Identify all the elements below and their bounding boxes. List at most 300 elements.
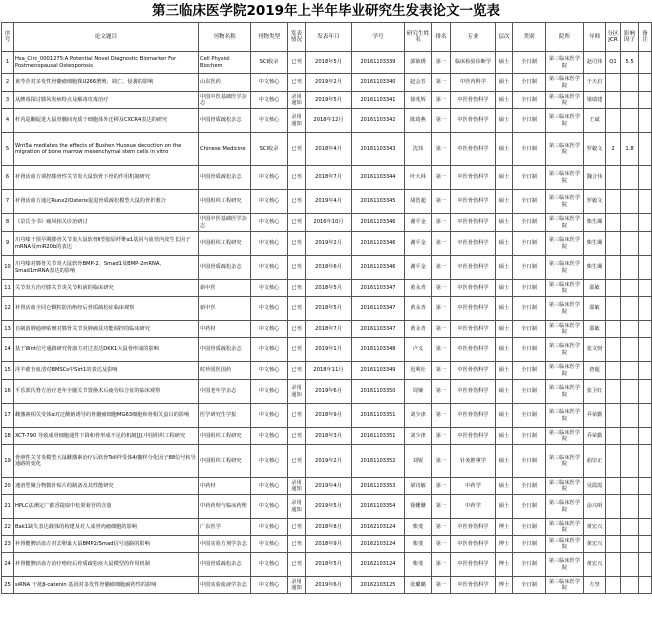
table-cell: 2018年9月: [306, 536, 352, 553]
table-cell: 叶大林: [405, 166, 432, 190]
table-cell: [639, 577, 652, 594]
table-row: [2, 338, 652, 362]
table-cell: 第三临床医学院: [546, 478, 584, 495]
table-row: [2, 133, 652, 166]
table-cell: 杆芮巡酮促进大鼠骨髓间充质干细胞体外迁移及CXCR4表达的研究: [14, 109, 199, 133]
table-cell: 硕士: [496, 445, 513, 478]
table-cell: 6: [2, 166, 14, 190]
table-cell: 第一: [432, 109, 451, 133]
column-header: 类别: [513, 23, 546, 52]
table-cell: 20162103125: [352, 577, 405, 594]
table-cell: 中国组织工程研究: [199, 428, 251, 445]
table-cell: 2018年4月: [306, 133, 352, 166]
table-cell: [606, 404, 621, 428]
table-cell: 20161103351: [352, 428, 405, 445]
table-cell: 柴斐: [405, 536, 432, 553]
table-cell: 广东医学: [199, 519, 251, 536]
header-row: [2, 23, 652, 52]
table-cell: 第三临床医学院: [546, 92, 584, 109]
table-cell: 中医骨伤科学: [451, 362, 496, 380]
table-cell: 中文核心: [251, 109, 288, 133]
table-cell: 硕士: [496, 214, 513, 232]
table-cell: 硕士: [496, 256, 513, 280]
table-cell: 第三临床医学院: [546, 166, 584, 190]
table-cell: [621, 190, 639, 214]
table-cell: 中医骨伤科学: [451, 280, 496, 297]
table-cell: [621, 519, 639, 536]
table-cell: 已刊: [288, 190, 306, 214]
table-cell: 徐姗姗: [405, 495, 432, 519]
table-cell: 2019年6月: [306, 380, 352, 404]
table-cell: 2018年9月: [306, 404, 352, 428]
table-cell: 中医骨伤科学: [451, 297, 496, 321]
table-cell: 中国骨质疏松杂志: [199, 553, 251, 577]
table-cell: 补肾健脾活血方对去卵巢大鼠BMP2/Smad信号通路的影响: [14, 536, 199, 553]
table-cell: 卢义: [405, 338, 432, 362]
table-cell: 平乐郭氏脊方治疗老年全髋关节置换术后疲劳综合征的临床观察: [14, 380, 199, 404]
table-cell: 全日制: [513, 478, 546, 495]
table-cell: 刘少津: [405, 404, 432, 428]
table-cell: 唐超: [584, 362, 606, 380]
table-cell: 中国骨质疏松杂志: [199, 166, 251, 190]
table-cell: [606, 445, 621, 478]
table-cell: 中文核心: [251, 445, 288, 478]
table-cell: 张文财: [584, 338, 606, 362]
table-cell: [621, 577, 639, 594]
table-cell: 邵敏: [584, 297, 606, 321]
table-cell: [639, 519, 652, 536]
table-cell: HPLC法测定广藿香提取中松果菊苷的含量: [14, 495, 199, 519]
table-cell: 中国实验血液学杂志: [199, 577, 251, 594]
table-cell: Q1: [606, 52, 621, 74]
table-cell: 淫羊藿苷血清对BMSCs中Sirt1的表达及影响: [14, 362, 199, 380]
table-cell: 2016年10月: [306, 214, 352, 232]
table-cell: 中药学: [451, 495, 496, 519]
table-cell: 2018年5月: [306, 52, 352, 74]
table-cell: 第三临床医学院: [546, 495, 584, 519]
table-row: [2, 190, 652, 214]
table-cell: 徐兆辉: [405, 92, 432, 109]
column-header: 序号: [2, 23, 14, 52]
table-cell: 硕士: [496, 380, 513, 404]
table-cell: 中国组织工程研究: [199, 190, 251, 214]
table-cell: 硕士: [496, 321, 513, 338]
table-cell: 全日制: [513, 519, 546, 536]
table-cell: 第三临床医学院: [546, 321, 584, 338]
table-cell: 中医骨伤科学: [451, 256, 496, 280]
table-cell: 硕士: [496, 338, 513, 362]
table-cell: 从脾毒探讨膝风发病特点及解毒攻毒治疗: [14, 92, 199, 109]
table-cell: 2019年2月: [306, 232, 352, 256]
table-cell: 硕士: [496, 495, 513, 519]
table-cell: 全日制: [513, 536, 546, 553]
table-cell: [639, 109, 652, 133]
table-cell: 录用通知: [288, 109, 306, 133]
table-row: [2, 495, 652, 519]
table-cell: 中文核心: [251, 190, 288, 214]
table-cell: 黄永青: [405, 297, 432, 321]
table-cell: 中文核心: [251, 321, 288, 338]
table-cell: 2018年8月: [306, 519, 352, 536]
table-cell: 中文核心: [251, 519, 288, 536]
table-cell: [621, 495, 639, 519]
table-cell: 录用通知: [288, 92, 306, 109]
table-cell: 20161103348: [352, 338, 405, 362]
table-cell: [639, 256, 652, 280]
table-cell: 20161103341: [352, 92, 405, 109]
table-cell: 硕士: [496, 362, 513, 380]
table-cell: [621, 478, 639, 495]
table-cell: 2018年5月: [306, 553, 352, 577]
table-cell: 中文核心: [251, 232, 288, 256]
table-cell: 第一: [432, 338, 451, 362]
table-cell: 2019年2月: [306, 445, 352, 478]
column-header: 分区JCR: [606, 23, 621, 52]
table-cell: 20161103350: [352, 380, 405, 404]
table-cell: 15: [2, 362, 14, 380]
table-cell: 黄永青: [405, 321, 432, 338]
table-cell: [639, 380, 652, 404]
table-cell: 谢平金: [405, 214, 432, 232]
table-cell: 20161103346: [352, 232, 405, 256]
table-cell: 20161103343: [352, 133, 405, 166]
table-cell: 20161103344: [352, 166, 405, 190]
table-cell: 全日制: [513, 404, 546, 428]
table-cell: 中文核心: [251, 74, 288, 92]
table-cell: 已刊: [288, 445, 306, 478]
table-cell: 中国中医基础医学杂志: [199, 214, 251, 232]
table-cell: 柴生颋: [584, 256, 606, 280]
table-cell: 全日制: [513, 133, 546, 166]
table-cell: 2019年2月: [306, 74, 352, 92]
table-cell: 第三临床医学院: [546, 133, 584, 166]
table-cell: [621, 256, 639, 280]
table-cell: 医学研究生学报: [199, 404, 251, 428]
table-row: [2, 232, 652, 256]
table-cell: 第三临床医学院: [546, 190, 584, 214]
table-cell: 博士: [496, 536, 513, 553]
column-header: 院所: [546, 23, 584, 52]
table-cell: 已刊: [288, 166, 306, 190]
table-cell: 20161103349: [352, 362, 405, 380]
table-cell: [606, 428, 621, 445]
table-cell: 全日制: [513, 232, 546, 256]
table-cell: 中文核心: [251, 404, 288, 428]
table-cell: [621, 380, 639, 404]
table-cell: 20161103352: [352, 445, 405, 478]
table-cell: 关节炎方治疗膝关节炎关节积液的临床研究: [14, 280, 199, 297]
table-cell: 21: [2, 495, 14, 519]
table-cell: Chinese Medicine: [199, 133, 251, 166]
column-header: 发表情况: [288, 23, 306, 52]
table-cell: 中医骨伤科学: [451, 428, 496, 445]
table-cell: 第一: [432, 256, 451, 280]
table-cell: 中国实验方剂学杂志: [199, 536, 251, 553]
table-cell: 陈琦燕: [405, 109, 432, 133]
table-cell: 9: [2, 232, 14, 256]
table-row: [2, 519, 652, 536]
column-header: 层次: [496, 23, 513, 52]
table-cell: 5: [2, 133, 14, 166]
table-cell: 第一: [432, 52, 451, 74]
table-row: [2, 256, 652, 280]
table-cell: 第三临床医学院: [546, 74, 584, 92]
table-cell: 1: [2, 52, 14, 74]
table-cell: 20161103353: [352, 478, 405, 495]
column-header: 学号: [352, 23, 405, 52]
table-cell: [639, 190, 652, 214]
table-cell: [606, 280, 621, 297]
table-cell: 2019年4月: [306, 478, 352, 495]
table-cell: 已刊: [288, 232, 306, 256]
table-cell: 第一: [432, 428, 451, 445]
table-cell: 中医骨伤科学: [451, 92, 496, 109]
table-cell: [621, 553, 639, 577]
table-row: [2, 362, 652, 380]
table-cell: 中文核心: [251, 338, 288, 362]
table-cell: [639, 166, 652, 190]
table-cell: 全日制: [513, 52, 546, 74]
table-cell: 罗毅文: [584, 133, 606, 166]
table-cell: 第一: [432, 495, 451, 519]
table-cell: 针灸推拿学: [451, 445, 496, 478]
table-cell: 录用通知: [288, 495, 306, 519]
table-cell: 13: [2, 321, 14, 338]
table-cell: 第三临床医学院: [546, 52, 584, 74]
table-cell: 中药药理与临床药理: [199, 495, 251, 519]
table-cell: 已刊: [288, 74, 306, 92]
table-cell: 中医骨伤科学: [451, 232, 496, 256]
table-cell: 新中医: [199, 280, 251, 297]
table-cell: 20161103347: [352, 321, 405, 338]
table-cell: [621, 445, 639, 478]
table-cell: 全日制: [513, 380, 546, 404]
table-cell: 20161103354: [352, 495, 405, 519]
table-cell: 硕士: [496, 133, 513, 166]
table-cell: 中国骨质疏松杂志: [199, 109, 251, 133]
table-cell: 第三临床医学院: [546, 428, 584, 445]
table-cell: [639, 74, 652, 92]
table-cell: 中医骨伤科学: [451, 577, 496, 594]
table-cell: 2: [606, 133, 621, 166]
table-cell: 川芎嗪干预早期膝骨关节炎大鼠软骨Ⅱ型胶原纤维α1基因与血管内皮生长因子mRNA及miR20b的表达: [14, 232, 199, 256]
table-cell: 中文核心: [251, 495, 288, 519]
table-cell: 全日制: [513, 256, 546, 280]
table-cell: 已刊: [288, 536, 306, 553]
table-cell: [606, 519, 621, 536]
table-row: [2, 404, 652, 428]
table-cell: 中国骨质疏松杂志: [199, 338, 251, 362]
table-cell: [639, 553, 652, 577]
table-cell: 中医骨伤科学: [451, 553, 496, 577]
table-cell: 第一: [432, 478, 451, 495]
table-cell: 第一: [432, 404, 451, 428]
table-cell: [606, 232, 621, 256]
table-cell: [606, 362, 621, 380]
table-cell: [639, 495, 652, 519]
table-cell: [606, 166, 621, 190]
table-cell: 23: [2, 536, 14, 553]
table-cell: 全日制: [513, 214, 546, 232]
table-cell: 第三临床医学院: [546, 280, 584, 297]
table-cell: 硕士: [496, 232, 513, 256]
table-cell: 硕士: [496, 478, 513, 495]
table-cell: 全日制: [513, 577, 546, 594]
table-cell: 硕士: [496, 52, 513, 74]
table-cell: 中文核心: [251, 478, 288, 495]
table-cell: 全日制: [513, 338, 546, 362]
table-cell: 雌激素相关受体α对泛酸钠诱导的骨髓瘤细胞MG63细胞和骨相关蛋白的影响: [14, 404, 199, 428]
table-cell: 第一: [432, 214, 451, 232]
table-row: [2, 445, 652, 478]
table-cell: [606, 338, 621, 362]
table-cell: 基于Wnt信号通路研究骨康方对过表达DKK1大鼠骨形成的影响: [14, 338, 199, 362]
table-cell: 张璐璐: [405, 577, 432, 594]
papers-table: [1, 22, 652, 594]
table-cell: 中国组织工程研究: [199, 232, 251, 256]
table-row: [2, 553, 652, 577]
table-cell: 赵会芳: [405, 74, 432, 92]
table-cell: [606, 109, 621, 133]
table-row: [2, 536, 652, 553]
table-cell: 7: [2, 190, 14, 214]
table-cell: [606, 190, 621, 214]
table-cell: [621, 280, 639, 297]
table-cell: 方坚: [584, 577, 606, 594]
table-cell: [606, 380, 621, 404]
table-cell: 11: [2, 280, 14, 297]
table-cell: 柴生颋: [584, 214, 606, 232]
table-cell: 全日制: [513, 445, 546, 478]
table-cell: 硕士: [496, 109, 513, 133]
table-cell: 已刊: [288, 297, 306, 321]
table-cell: 邵敏: [584, 280, 606, 297]
table-cell: 第一: [432, 133, 451, 166]
table-cell: [621, 404, 639, 428]
table-cell: 硕士: [496, 428, 513, 445]
column-header: 专业: [451, 23, 496, 52]
table-cell: 新中医: [199, 297, 251, 321]
table-cell: 涂兴明: [584, 495, 606, 519]
table-cell: [621, 232, 639, 256]
table-cell: [621, 321, 639, 338]
table-cell: 已刊: [288, 52, 306, 74]
table-cell: 第一: [432, 553, 451, 577]
table-cell: 第三临床医学院: [546, 445, 584, 478]
table-cell: 18: [2, 428, 14, 445]
table-cell: 2018年3月: [306, 428, 352, 445]
table-cell: 中药材: [199, 321, 251, 338]
table-cell: [639, 445, 652, 478]
column-header: 发表年月: [306, 23, 352, 52]
table-cell: [621, 166, 639, 190]
table-cell: 刘锐: [405, 445, 432, 478]
table-cell: 第一: [432, 445, 451, 478]
table-cell: 吴霞霞: [584, 478, 606, 495]
column-header: 影响因子: [621, 23, 639, 52]
table-row: [2, 52, 652, 74]
table-cell: 黄宏兴: [584, 553, 606, 577]
table-cell: 补肾活血方通过Runx2/Osterix促进骨质疏松模型大鼠的骨折愈合: [14, 190, 199, 214]
table-row: [2, 297, 652, 321]
table-cell: 已刊: [288, 362, 306, 380]
table-cell: 刘少津: [405, 428, 432, 445]
table-cell: 录用通知: [288, 478, 306, 495]
table-cell: siRNA 干扰β-catenin 基因对多发性骨髓瘤细胞耐药性的影响: [14, 577, 199, 594]
table-cell: 硕士: [496, 297, 513, 321]
table-cell: 20161103346: [352, 214, 405, 232]
table-cell: Hsa_Circ_0001275:A Potential Novel Diagnostic Biomarker For Postmenopausal Osteoporosis: [14, 52, 199, 74]
column-header: 研究生姓名: [405, 23, 432, 52]
table-cell: [606, 74, 621, 92]
table-cell: 2019年5月: [306, 495, 352, 519]
table-cell: 中文核心: [251, 92, 288, 109]
table-cell: 硕士: [496, 404, 513, 428]
table-cell: 硕士: [496, 280, 513, 297]
table-cell: 补肾活血全同仑颗粒防治绝经后骨质疏松症临床观察: [14, 297, 199, 321]
table-cell: 第一: [432, 536, 451, 553]
table-cell: 黄芩苷对多发性骨髓瘤细胞株U266增殖、凋亡、侵袭的影响: [14, 74, 199, 92]
table-cell: 第一: [432, 232, 451, 256]
table-row: [2, 109, 652, 133]
table-cell: 第一: [432, 74, 451, 92]
table-cell: 录用通知: [288, 577, 306, 594]
table-cell: 3: [2, 92, 14, 109]
table-cell: 罗毅文: [584, 190, 606, 214]
table-cell: 中医内科学: [451, 74, 496, 92]
table-cell: 2019年4月: [306, 190, 352, 214]
table-row: [2, 74, 652, 92]
table-cell: 硕士: [496, 166, 513, 190]
table-cell: 已刊: [288, 553, 306, 577]
table-cell: 录用通知: [288, 380, 306, 404]
table-cell: [639, 280, 652, 297]
table-row: [2, 380, 652, 404]
table-cell: 补肾健脾活血方治疗绝经后骨质疏松症大鼠模型的作用机制: [14, 553, 199, 577]
table-cell: SCI收录: [251, 52, 288, 74]
table-cell: [621, 109, 639, 133]
table-cell: 12: [2, 297, 14, 321]
table-cell: [639, 297, 652, 321]
table-cell: 已刊: [288, 280, 306, 297]
table-cell: 17: [2, 404, 14, 428]
table-cell: 中国老年学杂志: [199, 380, 251, 404]
table-cell: [621, 362, 639, 380]
table-cell: [606, 478, 621, 495]
table-cell: 中医骨伤科学: [451, 190, 496, 214]
table-cell: 于天启: [584, 74, 606, 92]
table-cell: 中文核心: [251, 166, 288, 190]
table-cell: 5.5: [621, 52, 639, 74]
table-cell: 速溶型聚合物微针贴片的制备及其性能研究: [14, 478, 199, 495]
table-cell: 全日制: [513, 362, 546, 380]
table-cell: [606, 553, 621, 577]
column-header: 导师: [584, 23, 606, 52]
table-cell: [639, 536, 652, 553]
table-cell: 梁瑞建: [584, 92, 606, 109]
table-cell: 中国中医基础医学杂志: [199, 92, 251, 109]
table-cell: 10: [2, 256, 14, 280]
table-cell: 第一: [432, 321, 451, 338]
table-cell: 20161103347: [352, 280, 405, 297]
table-cell: 20161103340: [352, 74, 405, 92]
table-cell: XCT-790 导致成骨细胞通性下降和骨形成不足的机制[J].中国组织工程研究: [14, 428, 199, 445]
table-cell: [639, 428, 652, 445]
table-cell: 柴生颋: [584, 232, 606, 256]
column-header: 排名: [432, 23, 451, 52]
column-header: 备注: [639, 23, 652, 52]
table-cell: 中医骨伤科学: [451, 338, 496, 362]
